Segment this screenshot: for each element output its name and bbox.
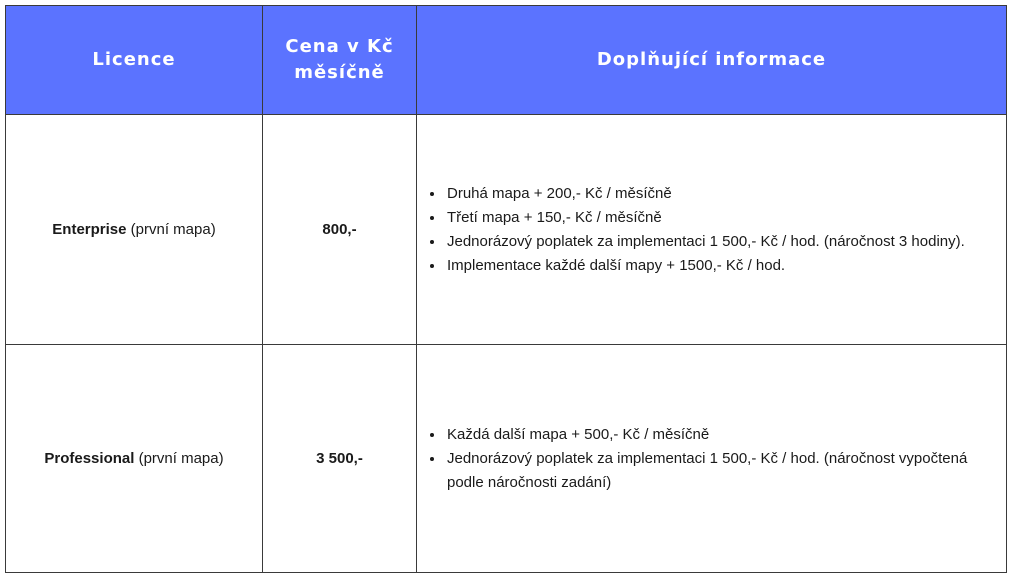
list-item: • Implementace každé další mapy + 1500,- Kč / hod.	[445, 254, 965, 278]
price-value: 3 500,-	[316, 450, 363, 467]
list-item: • Druhá mapa + 200,- Kč / měsíčně	[445, 182, 965, 206]
header-info	[417, 6, 1006, 115]
header-price-line1: Cena v Kč	[285, 36, 394, 57]
list-item: • Jednorázový poplatek za implementaci 1 500,- Kč / hod. (náročnost vypočtená podle náročnosti zadání)	[445, 447, 992, 495]
info-cell-enterprise	[417, 115, 1006, 345]
licence-cell-enterprise	[6, 115, 263, 345]
price-cell-enterprise	[263, 115, 417, 345]
licence-note: (první mapa)	[134, 450, 224, 467]
price-cell-professional	[263, 345, 417, 572]
price-value: 800,-	[322, 221, 357, 238]
list-item: • Každá další mapa + 500,- Kč / měsíčně	[445, 423, 992, 447]
pricing-table	[5, 5, 1007, 573]
info-list	[427, 423, 992, 495]
licence-name: Enterprise	[52, 221, 127, 238]
licence-cell-professional	[6, 345, 263, 572]
header-price-line2: měsíčně	[294, 62, 385, 83]
header-licence	[6, 6, 263, 115]
header-info-label: Doplňující informace	[596, 49, 827, 70]
list-item: • Třetí mapa + 150,- Kč / měsíčně	[445, 206, 965, 230]
header-licence-label: Licence	[92, 49, 176, 70]
licence-note: (první mapa)	[126, 221, 216, 238]
info-cell-professional	[417, 345, 1006, 572]
list-item: • Jednorázový poplatek za implementaci 1 500,- Kč / hod. (náročnost 3 hodiny).	[445, 230, 965, 254]
info-list	[427, 182, 965, 278]
header-price	[263, 6, 417, 115]
licence-name: Professional	[44, 450, 135, 467]
